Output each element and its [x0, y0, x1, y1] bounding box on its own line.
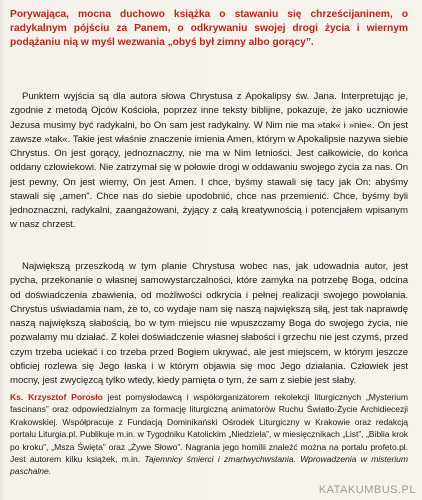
author-name: Ks. Krzysztof Porosło: [10, 392, 103, 402]
author-bio-text: jest pomysłodawcą i współorganizatorem rekolekcji liturgicznych „Mysterium fascinans” oraz odpowiedzialnym za formację liturgiczną animatorów Ruchu Światło-Życie Archidiecezji Krakowskiej. Współpracuje z Fundacją Dominikański Ośrodek Liturgiczny w Krakowie oraz redakcją portalu Liturgia.pl. Publikuje m.in. w Tygodniku Katolickim „Niedziela”, w miesięcznikach „List”, „Biblia krok po kroku”, „Msza Święta” oraz „Żywe Słowo”. Nagrania jego homilii znaleźć można na portalu profeto.pl. Jest autorem kilku książek, m.in.: [10, 392, 408, 465]
author-books: Tajemnicy śmierci i zmartwychwstania. Wprowadzenia w misterium paschalne.: [10, 454, 408, 477]
body-paragraph-1: Punktem wyjścia są dla autora słowa Chrystusa z Apokalipsy św. Jana. Interpretując je, zgodnie z metodą Ojców Kościoła, poprzez inne teksty biblijne, pokazuje, że jako uczniowie Jezusa musimy być radykalni, bo On sam jest radykalny. W Nim nie ma »tak« i »nie«. On jest zawsze »tak«. Takie jest właśnie znaczenie imienia Amen, którym w Apokalipsie nazywa siebie Chrystus. On jest gorący, jednoznaczny, nie ma w Nim letniości. Jest całkowicie, do końca oddany człowiekowi. Nie zatrzymał się w połowie drogi w oddawaniu swojego życia za nas. On jest pewny, On jest wierny, On jest Amen. I chce, byśmy stawali się tacy jak On: abyśmy stawali się „amen”. Chce nas do siebie upodobnić, chce nas przemienić. Chce, byśmy byli jednoznaczni, radykalni, zaangażowani, żyjący z całą kreatywnością i potencjałem wpisanym w nasz chrzest.: [10, 91, 408, 231]
author-bio: [10, 391, 408, 478]
body-paragraph-2: Największą przeszkodą w tym planie Chrystusa wobec nas, jak udowadnia autor, jest pycha, przekonanie o własnej samowystarczalności, które zamyka na potrzebę Boga, odcina od doświadczenia zbawienia, od możliwości odkrycia i pełnej realizacji swojego powołania. Chrystus uświadamia nam, że to, co wydaje nam się naszą największą siłą, jest tak naprawdę naszą największą słabością, bo w tym miejscu nie wpuszczamy Boga do swojego życia, nie pozwalamy mu działać. Z kolei doświadczenie własnej słabości i grzechu nie jest czymś, przed czym trzeba uciekać i co trzeba przed Bogiem ukrywać, ale jest miejscem, w którym jeszcze obficiej rozlewa się Jego łaska i w którym objawia się moc Jego działania. Człowiek jest mocny, jest zwycięzcą tylko wtedy, kiedy pamięta o tym, że sam z siebie jest słaby.: [10, 261, 408, 386]
site-watermark: KATAKUMBUS.PL: [318, 484, 416, 496]
lead-paragraph: Porywająca, mocna duchowo książka o stawaniu się chrześcijaninem, o radykalnym pójściu za Panem, o odkrywaniu swojej drogi życia i wiernym podążaniu nią w myśl wezwania „obyś był zimny albo gorący”.: [10, 9, 408, 49]
